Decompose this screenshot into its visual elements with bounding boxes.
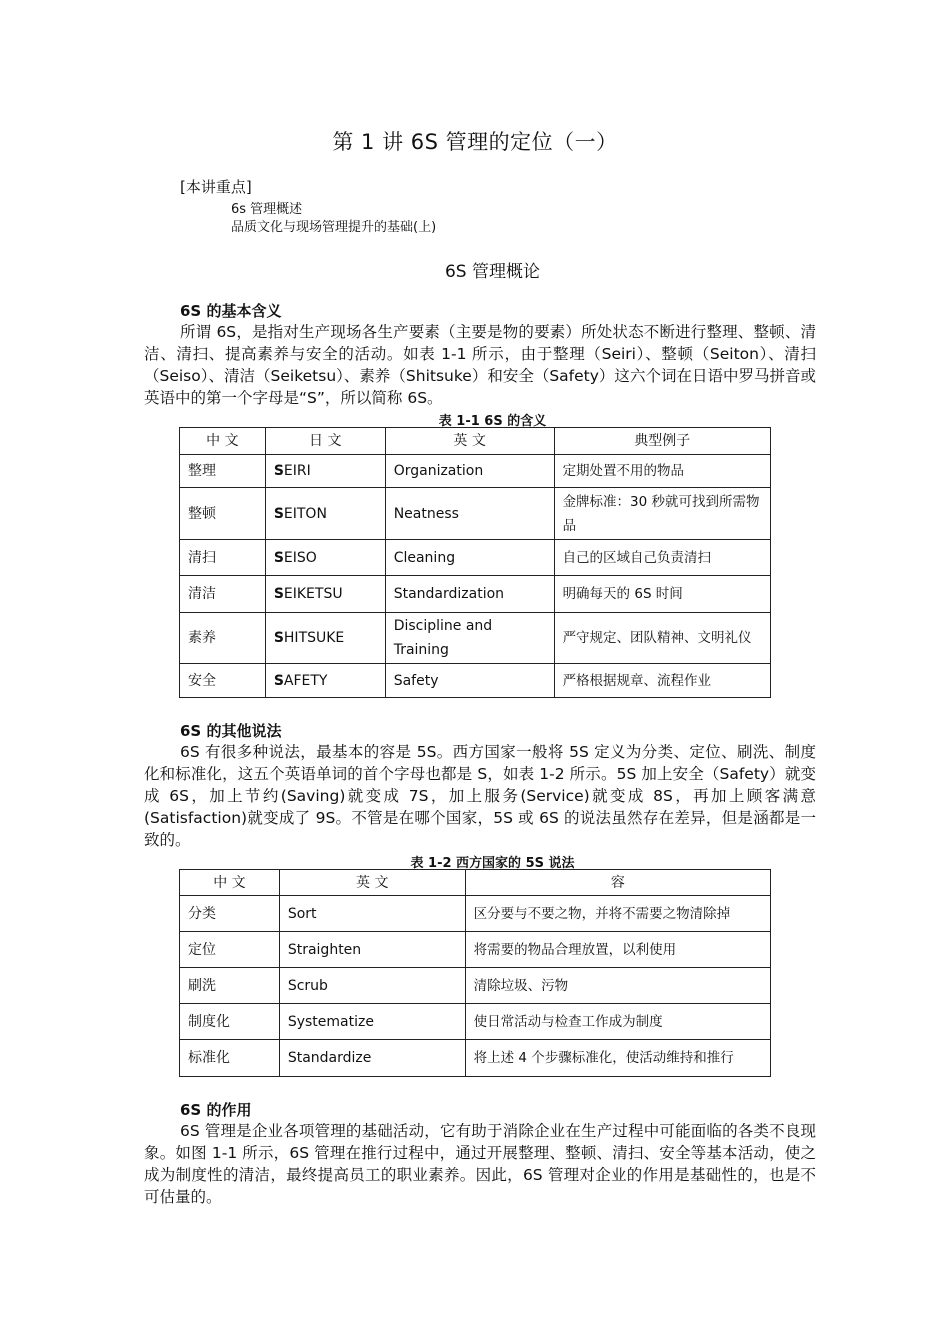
cell-chinese: 制度化 bbox=[180, 1004, 280, 1040]
initial-letter: S bbox=[273, 672, 284, 689]
section-heading-role: 6S 的作用 bbox=[180, 1101, 252, 1119]
cell-japanese bbox=[265, 664, 385, 698]
japanese-rest: EITON bbox=[283, 505, 327, 522]
cell-english: Standardize bbox=[279, 1040, 465, 1077]
key-point-item: 品质文化与现场管理提升的基础(上) bbox=[231, 220, 437, 235]
table-6s-meaning bbox=[179, 427, 771, 698]
cell-description: 将上述 4 个步骤标准化，使活动维持和推行 bbox=[465, 1040, 770, 1077]
cell-description: 将需要的物品合理放置，以利使用 bbox=[465, 932, 770, 968]
initial-letter: S bbox=[273, 630, 284, 646]
cell-chinese: 整理 bbox=[180, 455, 266, 488]
section-heading-basic-meaning: 6S 的基本含义 bbox=[180, 302, 282, 320]
table-header-row bbox=[180, 428, 771, 455]
table-header-cell: 中 文 bbox=[180, 870, 280, 896]
cell-english: Organization bbox=[385, 455, 554, 488]
cell-description: 区分要与不要之物，并将不需要之物清除掉 bbox=[465, 896, 770, 932]
cell-english: Safety bbox=[385, 664, 554, 698]
cell-english: Systematize bbox=[279, 1004, 465, 1040]
cell-example: 严守规定、团队精神、文明礼仪 bbox=[554, 613, 770, 664]
cell-japanese bbox=[265, 455, 385, 488]
japanese-rest: EISO bbox=[283, 549, 317, 566]
table-row bbox=[180, 488, 771, 540]
initial-letter: S bbox=[273, 586, 284, 602]
cell-description: 使日常活动与检查工作成为制度 bbox=[465, 1004, 770, 1040]
initial-letter: S bbox=[273, 463, 284, 479]
cell-english: Sort bbox=[279, 896, 465, 932]
table-row bbox=[180, 968, 771, 1004]
table-row bbox=[180, 664, 771, 698]
table-row bbox=[180, 540, 771, 576]
paragraph-role: 6S 管理是企业各项管理的基础活动，它有助于消除企业在生产过程中可能面临的各类不良现象。如图 1-1 所示，6S 管理在推行过程中，通过开展整理、整顿、清扫、安全等基本活动，使之成为制度性的清洁，最终提高员工的职业素养。因此，6S 管理对企业的作用是基础性的，也是不可估量的。 bbox=[144, 1122, 816, 1206]
cell-chinese: 分类 bbox=[180, 896, 280, 932]
page-title: 第 1 讲 6S 管理的定位（一） bbox=[332, 130, 618, 154]
cell-english: Cleaning bbox=[385, 540, 554, 576]
cell-english: Straighten bbox=[279, 932, 465, 968]
table-row bbox=[180, 613, 771, 664]
cell-japanese bbox=[265, 540, 385, 576]
table1-caption: 表 1-1 6S 的含义 bbox=[438, 414, 547, 429]
cell-chinese: 刷洗 bbox=[180, 968, 280, 1004]
cell-chinese: 定位 bbox=[180, 932, 280, 968]
key-points-heading: [本讲重点] bbox=[180, 178, 252, 196]
paragraph-other-terms: 6S 有很多种说法，最基本的容是 5S。西方国家一般将 5S 定义为分类、定位、刷洗、制度化和标准化，这五个英语单词的首个字母也都是 S，如表 1-2 所示。5S 加上安全（Safety）就变成 6S，加上节约(Saving)就变成 7S，加上服务(Service)就变成 8S，再加上顾客满意(Satisfaction)就变成了 9S。不管是在哪个国家，5S 或 6S 的说法虽然存在差异，但是涵都是一致的。 bbox=[144, 743, 816, 849]
japanese-rest: EIKETSU bbox=[283, 586, 343, 602]
initial-letter: S bbox=[273, 505, 284, 522]
table-header-row bbox=[180, 870, 771, 896]
table-row bbox=[180, 455, 771, 488]
japanese-rest: AFETY bbox=[283, 672, 328, 689]
table-row bbox=[180, 932, 771, 968]
cell-english: Standardization bbox=[385, 576, 554, 613]
table-header-cell: 典型例子 bbox=[554, 428, 770, 455]
cell-english: Scrub bbox=[279, 968, 465, 1004]
cell-description: 清除垃圾、污物 bbox=[465, 968, 770, 1004]
section-heading-other-terms: 6S 的其他说法 bbox=[180, 722, 282, 740]
cell-example: 金牌标准：30 秒就可找到所需物品 bbox=[554, 488, 770, 540]
cell-chinese: 素养 bbox=[180, 613, 266, 664]
cell-chinese: 安全 bbox=[180, 664, 266, 698]
table-header-cell: 容 bbox=[465, 870, 770, 896]
cell-example: 自己的区域自己负责清扫 bbox=[554, 540, 770, 576]
table-row bbox=[180, 1004, 771, 1040]
cell-japanese bbox=[265, 488, 385, 540]
table2-caption: 表 1-2 西方国家的 5S 说法 bbox=[410, 856, 575, 871]
table-header-cell: 日 文 bbox=[265, 428, 385, 455]
cell-english: Neatness bbox=[385, 488, 554, 540]
key-point-item: 6s 管理概述 bbox=[231, 202, 303, 217]
cell-chinese: 清洁 bbox=[180, 576, 266, 613]
table-row bbox=[180, 1040, 771, 1077]
section-title: 6S 管理概论 bbox=[444, 262, 540, 282]
cell-example: 明确每天的 6S 时间 bbox=[554, 576, 770, 613]
table-header-cell: 中 文 bbox=[180, 428, 266, 455]
table-row bbox=[180, 896, 771, 932]
cell-chinese: 清扫 bbox=[180, 540, 266, 576]
cell-example: 严格根据规章、流程作业 bbox=[554, 664, 770, 698]
table-row bbox=[180, 576, 771, 613]
table-western-5s bbox=[179, 869, 771, 1077]
table-header-cell: 英 文 bbox=[385, 428, 554, 455]
cell-chinese: 整顿 bbox=[180, 488, 266, 540]
cell-example: 定期处置不用的物品 bbox=[554, 455, 770, 488]
table-header-cell: 英 文 bbox=[279, 870, 465, 896]
initial-letter: S bbox=[273, 549, 284, 566]
japanese-rest: HITSUKE bbox=[283, 630, 345, 646]
japanese-rest: EIRI bbox=[283, 463, 311, 479]
cell-chinese: 标准化 bbox=[180, 1040, 280, 1077]
cell-english: Discipline and Training bbox=[385, 613, 554, 664]
paragraph-basic-meaning: 所谓 6S，是指对生产现场各生产要素（主要是物的要素）所处状态不断进行整理、整顿、清洁、清扫、提高素养与安全的活动。如表 1-1 所示，由于整理（Seiri）、整顿（Seiton）、清扫（Seiso）、清洁（Seiketsu）、素养（Shitsuke）和安全（Safety）这六个词在日语中罗马拼音或英语中的第一个字母是“S”，所以简称 6S。 bbox=[144, 323, 816, 407]
cell-japanese bbox=[265, 576, 385, 613]
cell-japanese bbox=[265, 613, 385, 664]
